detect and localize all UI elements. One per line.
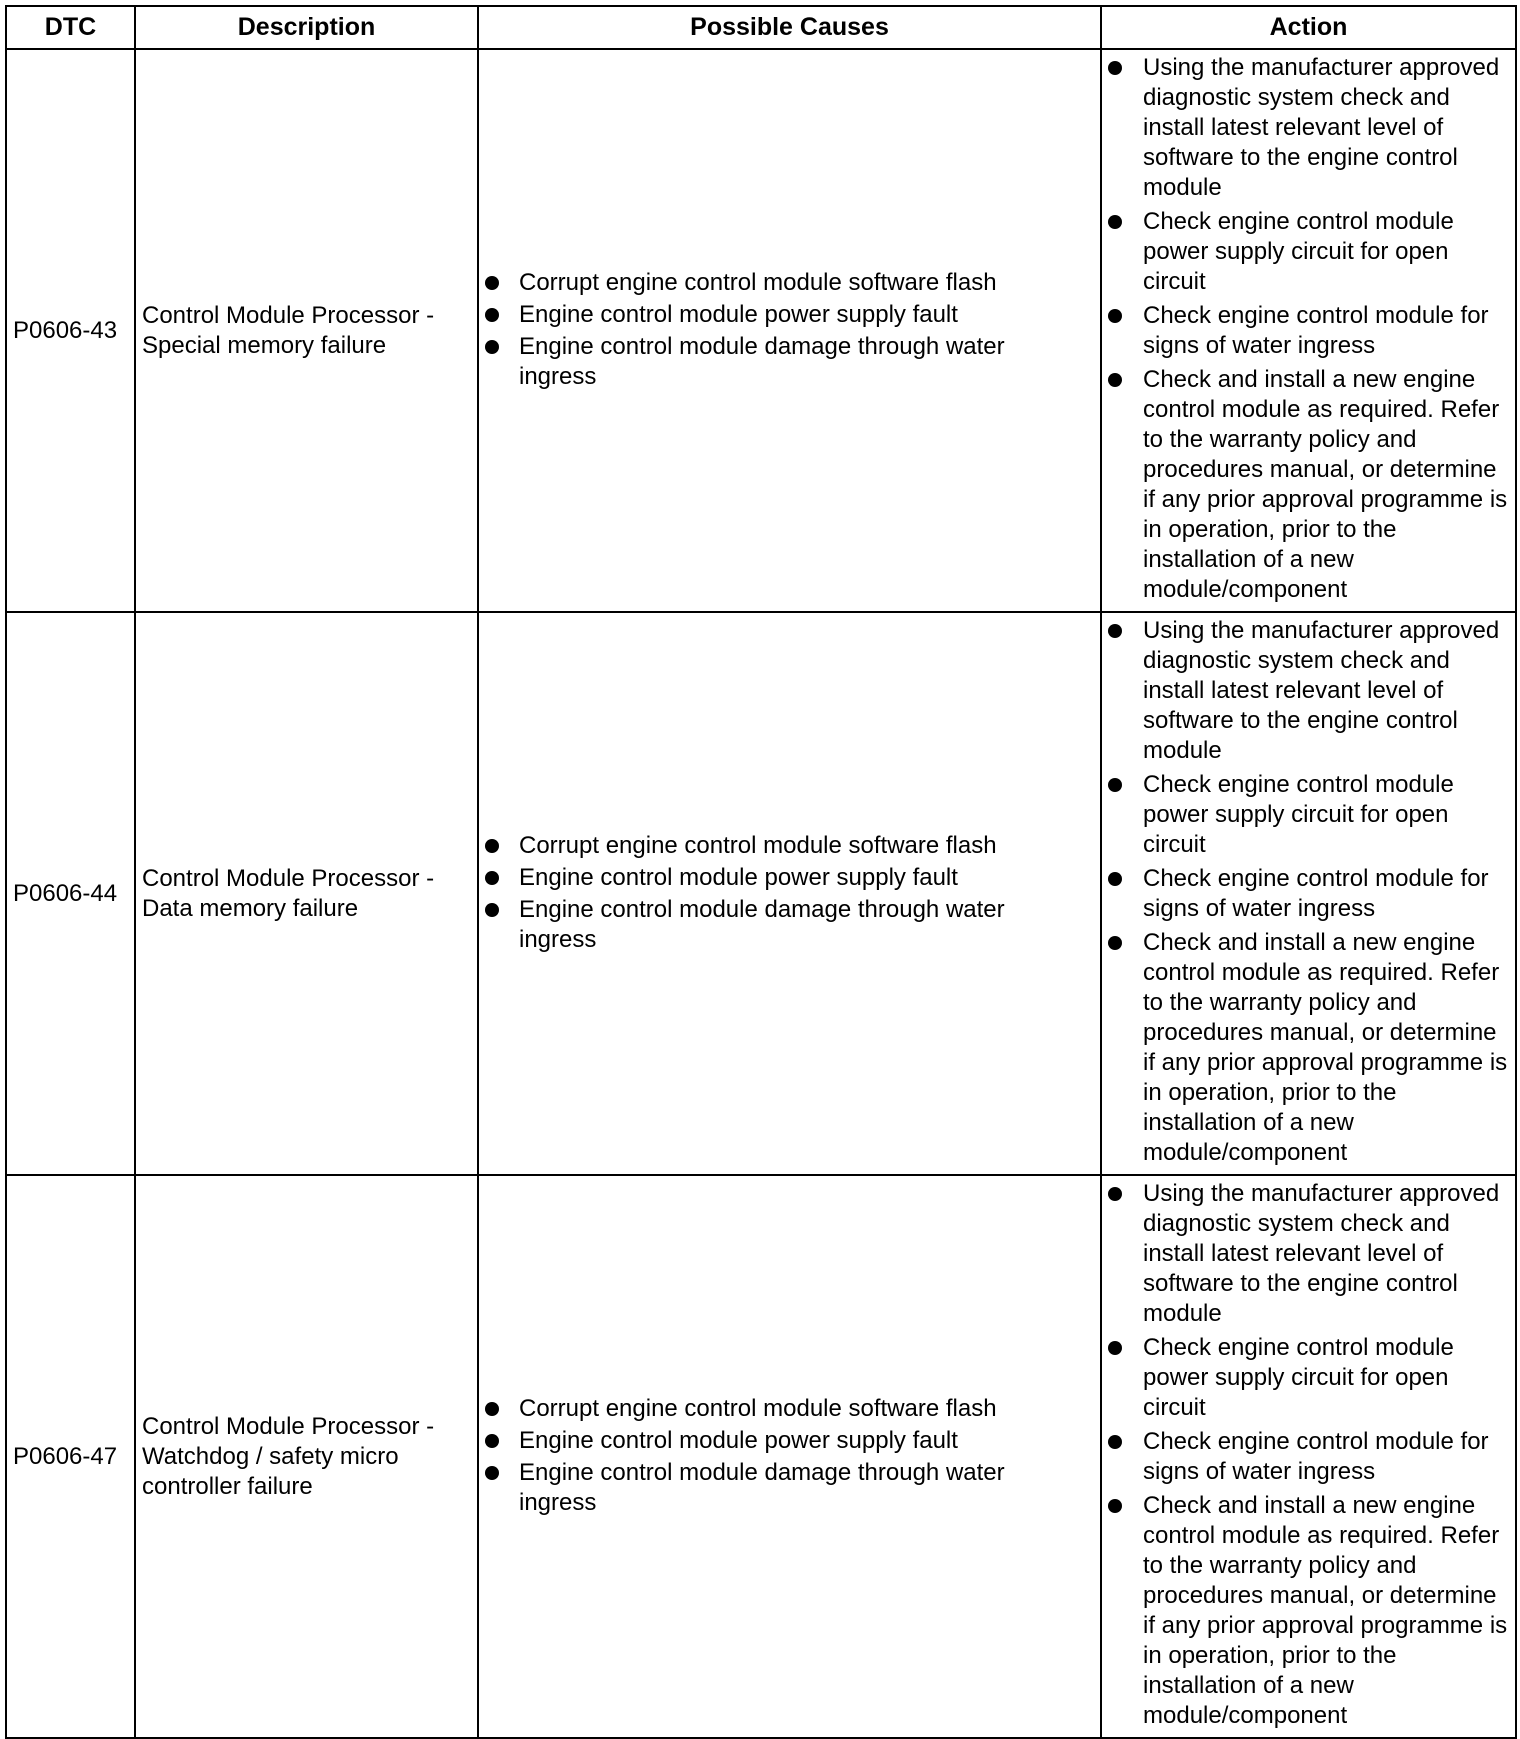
bullet-icon [1108,373,1122,387]
dtc-code-cell: P0606-47 [6,1175,135,1738]
cause-text: Engine control module power supply fault [519,300,958,328]
bullet-icon [485,1434,499,1448]
cause-text: Engine control module damage through water ingress [519,1458,1005,1516]
cause-text: Engine control module power supply fault [519,1426,958,1454]
action-cell [1101,1175,1516,1738]
action-text: Check and install a new engine control module as required. Refer to the warranty policy and procedures manual, or determine if any prior approval programme is in operation, prior to the installation of a new module/component [1143,928,1508,1166]
header-row [6,6,1516,49]
bullet-icon [1108,872,1122,886]
cause-text: Corrupt engine control module software flash [519,831,997,859]
action-item [1108,207,1511,297]
action-item [1108,301,1511,361]
description-cell: Control Module Processor - Data memory failure [135,612,478,1175]
possible-causes-cell [478,49,1101,612]
action-text: Check engine control module power supply circuit for open circuit [1143,207,1454,295]
action-cell [1101,612,1516,1175]
table-header [6,6,1516,49]
action-item [1108,1427,1511,1487]
dtc-table [5,5,1517,1739]
cause-item [485,831,1096,861]
bullet-icon [1108,1499,1122,1513]
bullet-icon [485,340,499,354]
actions-list [1108,53,1511,605]
action-item [1108,616,1511,766]
action-text: Check engine control module for signs of water ingress [1143,864,1489,922]
cause-item [485,863,1096,893]
causes-list [485,831,1096,955]
causes-list [485,268,1096,392]
action-text: Check engine control module power supply circuit for open circuit [1143,1333,1454,1421]
bullet-icon [1108,624,1122,638]
action-cell [1101,49,1516,612]
cause-item [485,300,1096,330]
action-text: Using the manufacturer approved diagnostic system check and install latest relevant level of software to the engine control module [1143,616,1500,764]
cause-text: Engine control module power supply fault [519,863,958,891]
action-text: Using the manufacturer approved diagnostic system check and install latest relevant level of software to the engine control module [1143,53,1500,201]
action-item [1108,864,1511,924]
possible-causes-cell [478,612,1101,1175]
bullet-icon [485,839,499,853]
action-text: Check and install a new engine control module as required. Refer to the warranty policy and procedures manual, or determine if any prior approval programme is in operation, prior to the installation of a new module/component [1143,1491,1508,1729]
header-action: Action [1101,6,1516,49]
cause-item [485,332,1096,392]
table-row [6,612,1516,1175]
action-text: Check engine control module power supply circuit for open circuit [1143,770,1454,858]
action-text: Check engine control module for signs of water ingress [1143,1427,1489,1485]
cause-item [485,1458,1096,1518]
action-item [1108,1333,1511,1423]
bullet-icon [1108,1341,1122,1355]
cause-item [485,895,1096,955]
action-text: Check and install a new engine control module as required. Refer to the warranty policy and procedures manual, or determine if any prior approval programme is in operation, prior to the installation of a new module/component [1143,365,1508,603]
action-item [1108,365,1511,605]
action-item [1108,1179,1511,1329]
action-item [1108,1491,1511,1731]
bullet-icon [1108,309,1122,323]
dtc-code-cell: P0606-44 [6,612,135,1175]
action-item [1108,770,1511,860]
bullet-icon [1108,61,1122,75]
bullet-icon [485,276,499,290]
bullet-icon [1108,215,1122,229]
cause-text: Corrupt engine control module software flash [519,268,997,296]
table-body [6,49,1516,1738]
cause-item [485,1426,1096,1456]
cause-item [485,1394,1096,1424]
cause-text: Corrupt engine control module software flash [519,1394,997,1422]
action-text: Check engine control module for signs of water ingress [1143,301,1489,359]
bullet-icon [485,903,499,917]
table-row [6,1175,1516,1738]
actions-list [1108,616,1511,1168]
bullet-icon [485,1402,499,1416]
header-description: Description [135,6,478,49]
actions-list [1108,1179,1511,1731]
description-cell: Control Module Processor - Watchdog / safety micro controller failure [135,1175,478,1738]
bullet-icon [485,1466,499,1480]
dtc-code-cell: P0606-43 [6,49,135,612]
cause-text: Engine control module damage through water ingress [519,895,1005,953]
action-item [1108,53,1511,203]
bullet-icon [1108,1435,1122,1449]
description-cell: Control Module Processor - Special memory failure [135,49,478,612]
bullet-icon [485,871,499,885]
cause-item [485,268,1096,298]
bullet-icon [1108,936,1122,950]
causes-list [485,1394,1096,1518]
bullet-icon [1108,1187,1122,1201]
action-text: Using the manufacturer approved diagnostic system check and install latest relevant level of software to the engine control module [1143,1179,1500,1327]
action-item [1108,928,1511,1168]
possible-causes-cell [478,1175,1101,1738]
header-dtc: DTC [6,6,135,49]
table-row [6,49,1516,612]
bullet-icon [485,308,499,322]
bullet-icon [1108,778,1122,792]
cause-text: Engine control module damage through water ingress [519,332,1005,390]
header-possible-causes: Possible Causes [478,6,1101,49]
